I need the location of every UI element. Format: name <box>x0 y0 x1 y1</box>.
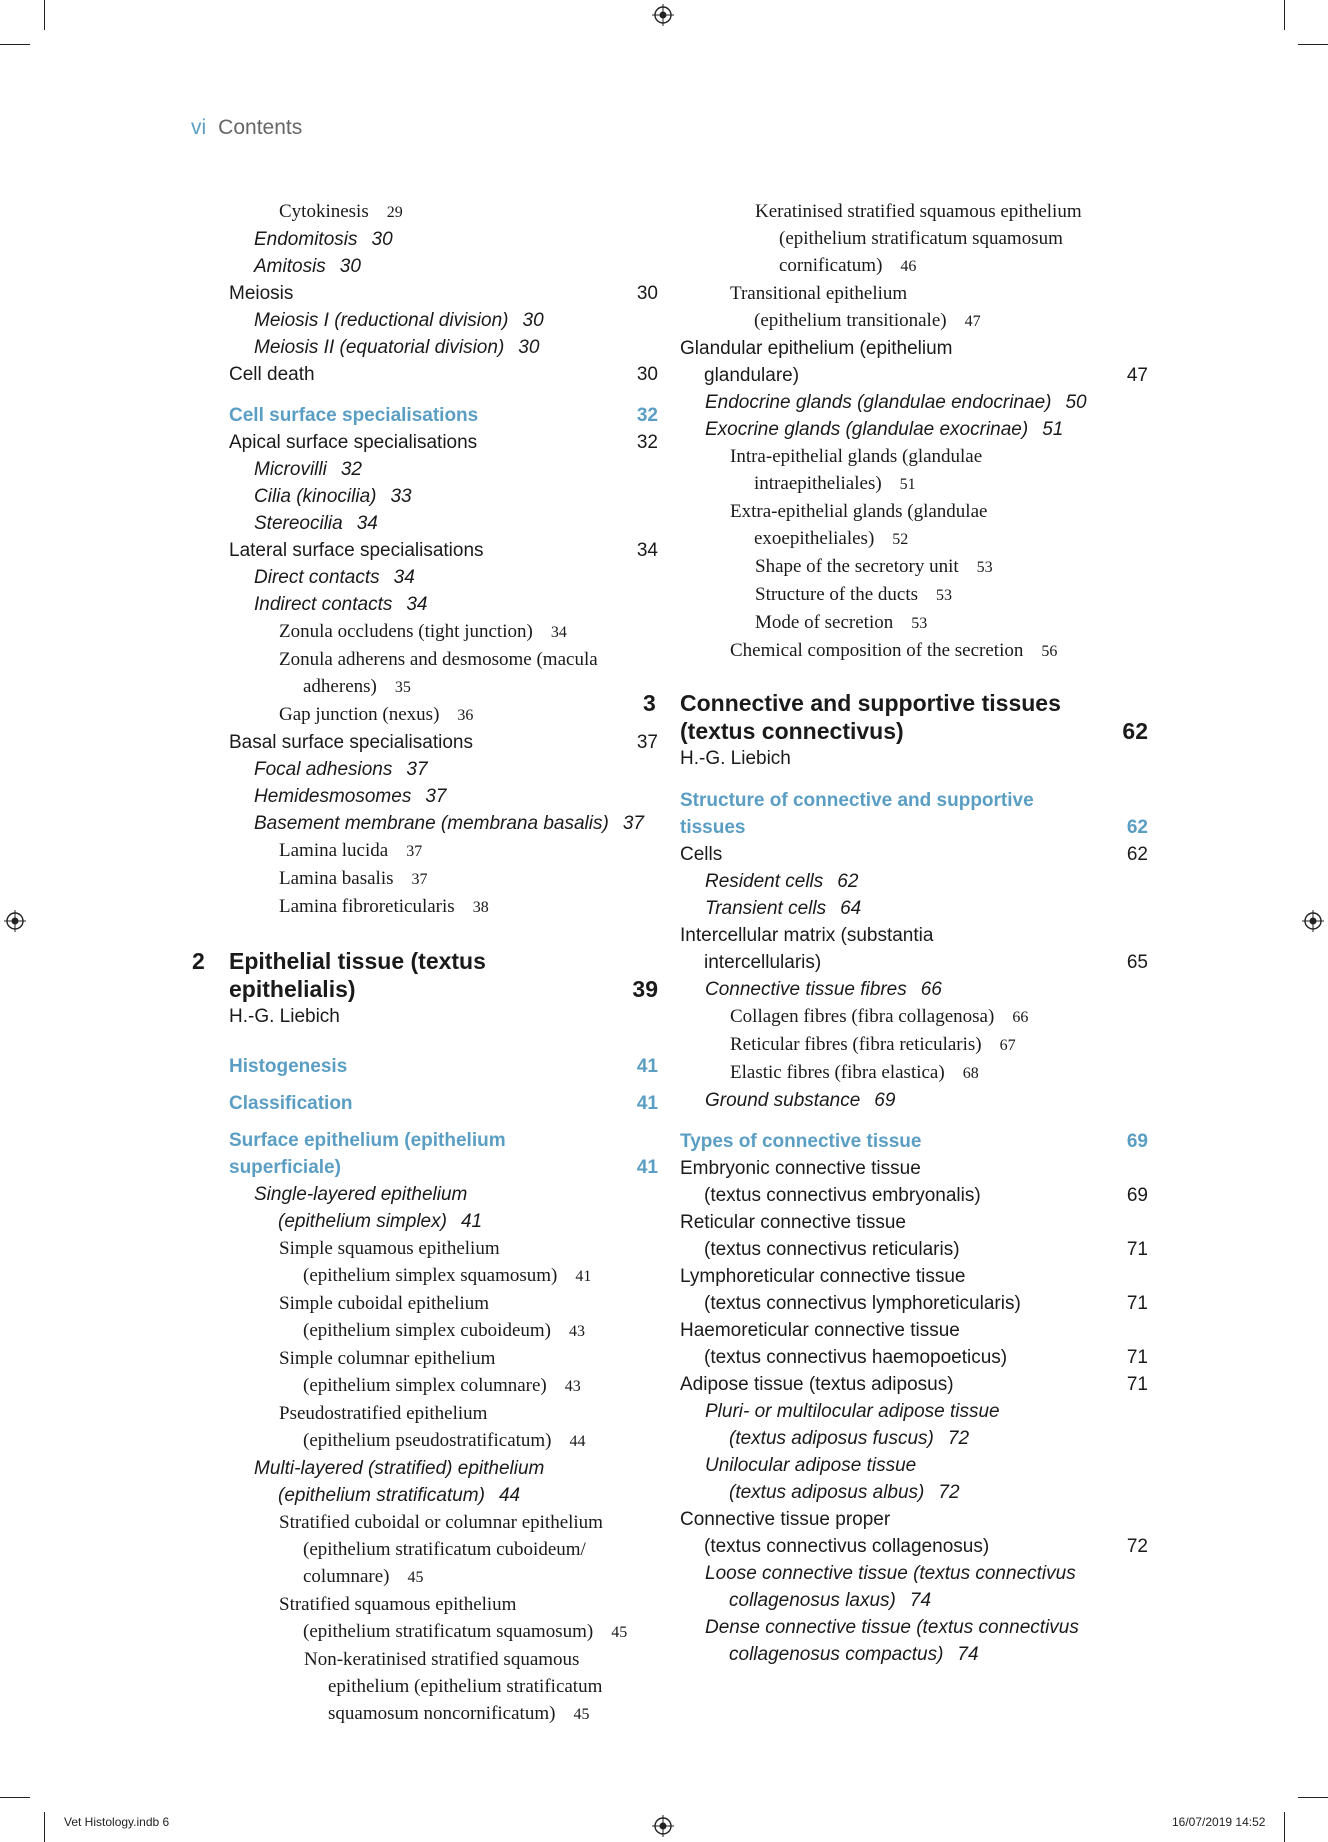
toc-entry-text: Focal adhesions 37 <box>254 759 428 780</box>
toc-entry-text: Intercellular matrix (substantia <box>680 925 934 946</box>
toc-entry <box>643 868 1148 895</box>
crop-mark <box>44 0 45 30</box>
toc-entry-text: intercellularis) <box>704 952 822 973</box>
toc-entry-text: (epithelium stratificatum) 44 <box>278 1485 521 1506</box>
toc-entry-text: Chemical composition of the secretion 56 <box>730 640 1058 661</box>
toc-entry-page: 43 <box>564 1378 581 1395</box>
toc-entry-text: (textus connectivus reticularis) <box>704 1239 960 1260</box>
registration-mark-icon <box>1302 910 1324 932</box>
toc-entry <box>643 443 1148 498</box>
toc-entry-text: Ground substance 69 <box>705 1090 896 1111</box>
toc-entry <box>643 1371 1148 1398</box>
toc-entry <box>643 416 1148 443</box>
crop-mark <box>0 1797 30 1798</box>
toc-entry-text: Lymphoreticular connective tissue <box>680 1266 966 1287</box>
toc-entry-page: 68 <box>962 1065 979 1082</box>
toc-entry <box>192 1345 658 1400</box>
chapter-title-line2: (textus connectivus) <box>680 718 904 744</box>
toc-entry-page: 34 <box>356 513 378 534</box>
toc-entry <box>643 609 1148 637</box>
toc-entry-page: 71 <box>1126 1347 1148 1368</box>
toc-entry-page: 34 <box>406 594 428 615</box>
toc-entry-text: Reticular connective tissue <box>680 1212 906 1233</box>
toc-entry-text: Cell death <box>229 364 315 385</box>
toc-entry-text: Direct contacts 34 <box>254 567 415 588</box>
toc-entry-text: Multi-layered (stratified) epithelium <box>254 1458 545 1479</box>
toc-entry-text: Structure of the ducts 53 <box>755 584 953 605</box>
toc-entry-text: (epithelium stratificatum squamosum <box>779 228 1063 249</box>
toc-entry <box>192 701 658 729</box>
toc-group <box>192 429 658 921</box>
toc-entry-text: Elastic fibres (fibra elastica) 68 <box>730 1062 979 1083</box>
toc-entry-page: 37 <box>411 871 428 888</box>
toc-entry-text: collagenosus compactus) 74 <box>729 1644 979 1665</box>
toc-entry <box>643 1059 1148 1087</box>
toc-entry-text: (epithelium stratificatum cuboideum/ <box>303 1539 586 1560</box>
toc-entry <box>643 198 1148 280</box>
toc-entry-text: collagenosus laxus) 74 <box>729 1590 932 1611</box>
toc-entry <box>643 1209 1148 1263</box>
toc-entry-text: Mode of secretion 53 <box>755 612 928 633</box>
toc-entry-text: epithelium (epithelium stratificatum <box>328 1676 603 1697</box>
toc-entry <box>192 198 658 226</box>
toc-entry-text: Transitional epithelium <box>730 283 908 304</box>
toc-entry-page: 65 <box>1126 952 1148 973</box>
toc-section-heading: Structure of connective and supportive tissues 62 <box>680 790 1148 838</box>
chapter-number: 2 <box>192 948 205 974</box>
toc-entry-text: Meiosis <box>229 283 294 304</box>
toc-entry-text: Lamina basalis 37 <box>279 868 428 889</box>
toc-entry-page: 64 <box>840 898 862 919</box>
toc-entry <box>643 1452 1148 1506</box>
toc-entry-page: 32 <box>636 432 658 453</box>
toc-entry-text: Apical surface specialisations <box>229 432 478 453</box>
toc-entry-page: 67 <box>999 1037 1016 1054</box>
toc-entry-text: (textus connectivus embryonalis) <box>704 1185 981 1206</box>
toc-group <box>192 1181 658 1728</box>
toc-entry <box>192 1181 658 1235</box>
toc-entry-page: 37 <box>636 732 658 753</box>
footer-date: 16/07/2019 14:52 <box>1172 1815 1266 1829</box>
toc-entry-page: 62 <box>837 871 859 892</box>
toc-entry-text: Stereocilia 34 <box>254 513 378 534</box>
toc-entry-text: Loose connective tissue (textus connectivus <box>705 1563 1076 1584</box>
toc-entry-page: 43 <box>569 1323 586 1340</box>
toc-entry-text: (epithelium simplex cuboideum) 43 <box>303 1320 586 1341</box>
toc-entry <box>192 1290 658 1345</box>
toc-entry-text: (epithelium simplex columnare) 43 <box>303 1375 581 1396</box>
toc-entry <box>643 1614 1148 1668</box>
toc-entry-text: Hemidesmosomes 37 <box>254 786 447 807</box>
toc-entry-page: 37 <box>425 786 447 807</box>
toc-entry-page: 62 <box>1126 844 1148 865</box>
toc-group <box>680 1155 1148 1668</box>
toc-entry <box>643 1263 1148 1317</box>
toc-entry-page: 53 <box>911 615 928 632</box>
toc-entry-text: Haemoreticular connective tissue <box>680 1320 960 1341</box>
toc-entry-text: Reticular fibres (fibra reticularis) 67 <box>730 1034 1016 1055</box>
toc-entry <box>643 895 1148 922</box>
toc-entry <box>192 646 658 701</box>
crop-mark <box>1284 1812 1285 1842</box>
toc-entry-text: columnare) 45 <box>303 1566 424 1587</box>
toc-entry-text: Endomitosis 30 <box>254 229 393 250</box>
toc-entry <box>643 1087 1148 1114</box>
toc-entry-page: 66 <box>1012 1009 1029 1026</box>
toc-entry-text: Exocrine glands (glandulae exocrinae) 51 <box>705 419 1064 440</box>
toc-entry-page: 35 <box>394 679 411 696</box>
toc-entry-page: 30 <box>636 283 658 304</box>
chapter-title: Connective and supportive tissues <box>680 690 1061 716</box>
toc-entry-page: 74 <box>909 1590 932 1611</box>
toc-entry-page: 37 <box>406 843 423 860</box>
toc-entry <box>192 729 658 756</box>
toc-entry-page: 72 <box>1126 1536 1148 1557</box>
toc-entry-text: cornificatum) 46 <box>779 255 917 276</box>
crop-mark <box>1284 0 1285 30</box>
toc-entry-text: (textus adiposus fuscus) 72 <box>729 1428 970 1449</box>
toc-entry-page: 29 <box>386 204 403 221</box>
toc-entry-text: Non-keratinised stratified squamous <box>304 1649 580 1670</box>
toc-entry-text: Lamina fibroreticularis 38 <box>279 896 489 917</box>
toc-entry-text: (textus connectivus haemopoeticus) <box>704 1347 1008 1368</box>
toc-entry-text: Zonula adherens and desmosome (macula <box>279 649 598 670</box>
toc-entry-text: adherens) 35 <box>303 676 411 697</box>
toc-entry <box>643 1506 1148 1560</box>
toc-entry-page: 53 <box>976 559 993 576</box>
toc-entry-text: Endocrine glands (glandulae endocrinae) 50 <box>705 392 1087 413</box>
toc-entry-page: 34 <box>550 624 567 641</box>
chapter-number: 3 <box>643 690 656 716</box>
toc-entry-page: 38 <box>472 899 489 916</box>
chapter-page: 62 <box>1122 718 1148 744</box>
toc-entry-text: Simple squamous epithelium <box>279 1238 500 1259</box>
toc-entry-text: Collagen fibres (fibra collagenosa) 66 <box>730 1006 1029 1027</box>
toc-entry <box>192 253 658 280</box>
toc-section-heading: Surface epithelium (epithelium superficiale) 41 <box>229 1130 658 1178</box>
toc-entry-page: 41 <box>460 1211 483 1232</box>
toc-entry-page: 45 <box>407 1569 424 1586</box>
toc-entry <box>643 581 1148 609</box>
toc-entry <box>643 1398 1148 1452</box>
toc-entry <box>192 1646 658 1728</box>
toc-entry <box>192 564 658 591</box>
toc-entry <box>192 1591 658 1646</box>
toc-entry <box>192 1235 658 1290</box>
toc-entry-page: 51 <box>1042 419 1064 440</box>
toc-entry <box>643 1317 1148 1371</box>
toc-entry-page: 52 <box>892 531 909 548</box>
toc-section-heading: Cell surface specialisations 32 <box>229 405 658 426</box>
toc-entry-page: 34 <box>393 567 415 588</box>
toc-entry <box>192 537 658 564</box>
toc-entry <box>192 361 658 388</box>
toc-column-left <box>192 198 658 1728</box>
toc-entry <box>643 1155 1148 1209</box>
toc-entry-text: Amitosis 30 <box>254 256 361 277</box>
toc-entry-page: 30 <box>522 310 544 331</box>
toc-entry <box>192 618 658 646</box>
toc-entry-page: 56 <box>1041 643 1058 660</box>
toc-section-heading: Types of connective tissue 69 <box>680 1131 1148 1152</box>
toc-entry <box>192 1455 658 1509</box>
toc-entry <box>192 591 658 618</box>
toc-entry-page: 47 <box>964 313 981 330</box>
crop-mark <box>44 1812 45 1842</box>
toc-entry-text: Connective tissue proper <box>680 1509 891 1530</box>
toc-entry-page: 53 <box>936 587 953 604</box>
toc-entry <box>643 553 1148 581</box>
registration-mark-icon <box>4 910 26 932</box>
chapter-page: 39 <box>632 976 658 1002</box>
toc-entry-text: (epithelium pseudostratificatum) 44 <box>303 1430 586 1451</box>
toc-entry-text: Stratified squamous epithelium <box>279 1594 517 1615</box>
toc-entry-text: Intra-epithelial glands (glandulae <box>730 446 983 467</box>
toc-entry-text: Transient cells 64 <box>705 898 862 919</box>
toc-entry-text: Meiosis II (equatorial division) 30 <box>254 337 540 358</box>
toc-entry <box>643 498 1148 553</box>
toc-entry-text: Extra-epithelial glands (glandulae <box>730 501 988 522</box>
toc-entry-text: Single-layered epithelium <box>254 1184 468 1205</box>
toc-entry <box>192 810 658 837</box>
toc-entry-text: Lamina lucida 37 <box>279 840 423 861</box>
chapter-title: Epithelial tissue (textus epithelialis) <box>229 948 486 1002</box>
chapter-author: H.-G. Liebich <box>680 748 791 769</box>
toc-entry <box>643 637 1148 665</box>
toc-entry-text: exoepitheliales) 52 <box>754 528 909 549</box>
toc-entry-text: Connective tissue fibres 66 <box>705 979 942 1000</box>
toc-entry-page: 30 <box>636 364 658 385</box>
toc-entry <box>192 1509 658 1591</box>
toc-entry-text: Resident cells 62 <box>705 871 859 892</box>
toc-entry-page: 33 <box>390 486 412 507</box>
toc-entry-text: (epithelium stratificatum squamosum) 45 <box>303 1621 628 1642</box>
toc-entry-page: 71 <box>1126 1239 1148 1260</box>
toc-entry-page: 41 <box>575 1268 592 1285</box>
toc-entry <box>643 976 1148 1003</box>
toc-entry <box>192 893 658 921</box>
toc-entry-page: 46 <box>900 258 917 275</box>
toc-entry-page: 71 <box>1126 1374 1148 1395</box>
toc-group <box>680 841 1148 1114</box>
toc-entry-text: Stratified cuboidal or columnar epithelium <box>279 1512 603 1533</box>
toc-entry-text: Cytokinesis 29 <box>279 201 403 222</box>
toc-entry <box>643 1560 1148 1614</box>
toc-entry-page: 69 <box>1126 1185 1148 1206</box>
toc-entry <box>643 922 1148 976</box>
toc-group <box>192 198 658 388</box>
toc-entry-page: 44 <box>498 1485 521 1506</box>
toc-entry-page: 66 <box>920 979 942 1000</box>
toc-entry-text: Shape of the secretory unit 53 <box>755 556 993 577</box>
toc-entry-text: Pseudostratified epithelium <box>279 1403 488 1424</box>
toc-entry <box>192 837 658 865</box>
toc-entry <box>643 1031 1148 1059</box>
crop-mark <box>1298 1797 1328 1798</box>
toc-entry-text: (textus adiposus albus) 72 <box>729 1482 960 1503</box>
toc-entry-text: Indirect contacts 34 <box>254 594 428 615</box>
toc-entry-text: Gap junction (nexus) 36 <box>279 704 474 725</box>
toc-entry <box>192 783 658 810</box>
registration-mark-icon <box>652 1815 674 1837</box>
toc-entry-text: Pluri- or multilocular adipose tissue <box>705 1401 1000 1422</box>
toc-entry-text: Cilia (kinocilia) 33 <box>254 486 412 507</box>
toc-entry <box>643 280 1148 335</box>
toc-entry <box>643 1003 1148 1031</box>
chapter-author: H.-G. Liebich <box>229 1006 340 1027</box>
toc-entry-text: Zonula occludens (tight junction) 34 <box>279 621 567 642</box>
chapter-heading <box>192 947 658 1003</box>
toc-entry-text: Embryonic connective tissue <box>680 1158 921 1179</box>
toc-entry-page: 50 <box>1065 392 1087 413</box>
toc-entry-text: Meiosis I (reductional division) 30 <box>254 310 544 331</box>
toc-entry-page: 45 <box>611 1624 628 1641</box>
running-head <box>191 116 302 140</box>
toc-entry-text: (textus connectivus collagenosus) <box>704 1536 990 1557</box>
toc-entry-text: Basement membrane (membrana basalis) 37 <box>254 813 644 834</box>
toc-entry <box>192 280 658 307</box>
toc-entry-text: Unilocular adipose tissue <box>705 1455 917 1476</box>
toc-entry-page: 36 <box>457 707 474 724</box>
toc-entry-text: (epithelium transitionale) 47 <box>754 310 981 331</box>
toc-section-heading: Classification 41 <box>229 1093 658 1114</box>
toc-entry-text: Lateral surface specialisations <box>229 540 484 561</box>
toc-entry-text: Adipose tissue (textus adiposus) <box>680 1374 954 1395</box>
toc-entry-page: 37 <box>406 759 428 780</box>
toc-entry-text: intraepitheliales) 51 <box>754 473 916 494</box>
toc-entry-text: Simple columnar epithelium <box>279 1348 496 1369</box>
toc-entry-page: 34 <box>636 540 658 561</box>
footer-file: Vet Histology.indb 6 <box>64 1815 170 1829</box>
crop-mark <box>1298 44 1328 45</box>
toc-entry-text: Cells <box>680 844 723 865</box>
toc-entry-page: 30 <box>371 229 393 250</box>
toc-entry-page: 72 <box>947 1428 970 1449</box>
toc-entry <box>192 334 658 361</box>
chapter-heading <box>643 689 1148 745</box>
toc-entry-page: 37 <box>622 813 644 834</box>
toc-group <box>680 389 1148 665</box>
toc-entry: Glandular epithelium (epithelium glandulare) 47 <box>680 338 1148 386</box>
toc-entry-page: 30 <box>518 337 540 358</box>
crop-mark <box>0 44 30 45</box>
toc-entry-page: 51 <box>899 476 916 493</box>
toc-entry-text: (textus connectivus lymphoreticularis) <box>704 1293 1021 1314</box>
toc-entry <box>192 756 658 783</box>
toc-entry-page: 69 <box>874 1090 896 1111</box>
toc-entry <box>192 429 658 456</box>
toc-entry <box>192 226 658 253</box>
toc-entry-text: Keratinised stratified squamous epithelium <box>755 201 1082 222</box>
toc-entry-text: Microvilli 32 <box>254 459 362 480</box>
registration-mark-icon <box>652 4 674 26</box>
toc-entry-page: 30 <box>339 256 361 277</box>
toc-entry <box>192 483 658 510</box>
toc-entry-text: squamosum noncornificatum) 45 <box>328 1703 590 1724</box>
toc-group <box>680 198 1148 335</box>
toc-entry-text: (epithelium simplex) 41 <box>278 1211 483 1232</box>
toc-entry-text: Dense connective tissue (textus connectivus <box>705 1617 1079 1638</box>
toc-entry-page: 71 <box>1126 1293 1148 1314</box>
toc-entry-page: 32 <box>340 459 362 480</box>
toc-section-heading: Histogenesis 41 <box>229 1056 658 1077</box>
toc-entry <box>192 456 658 483</box>
toc-entry-page: 74 <box>957 1644 979 1665</box>
toc-entry-page: 44 <box>569 1433 586 1450</box>
toc-entry-page: 72 <box>938 1482 960 1503</box>
page-number: vi <box>191 116 207 139</box>
toc-entry-text: (epithelium simplex squamosum) 41 <box>303 1265 592 1286</box>
toc-entry-text: Simple cuboidal epithelium <box>279 1293 490 1314</box>
toc-entry <box>192 307 658 334</box>
toc-entry-text: Basal surface specialisations <box>229 732 473 753</box>
toc-entry <box>192 1400 658 1455</box>
toc-entry <box>643 841 1148 868</box>
toc-entry <box>643 389 1148 416</box>
page-title: Contents <box>218 116 303 139</box>
toc-entry <box>192 865 658 893</box>
toc-entry-page: 45 <box>573 1706 590 1723</box>
toc-entry <box>192 510 658 537</box>
